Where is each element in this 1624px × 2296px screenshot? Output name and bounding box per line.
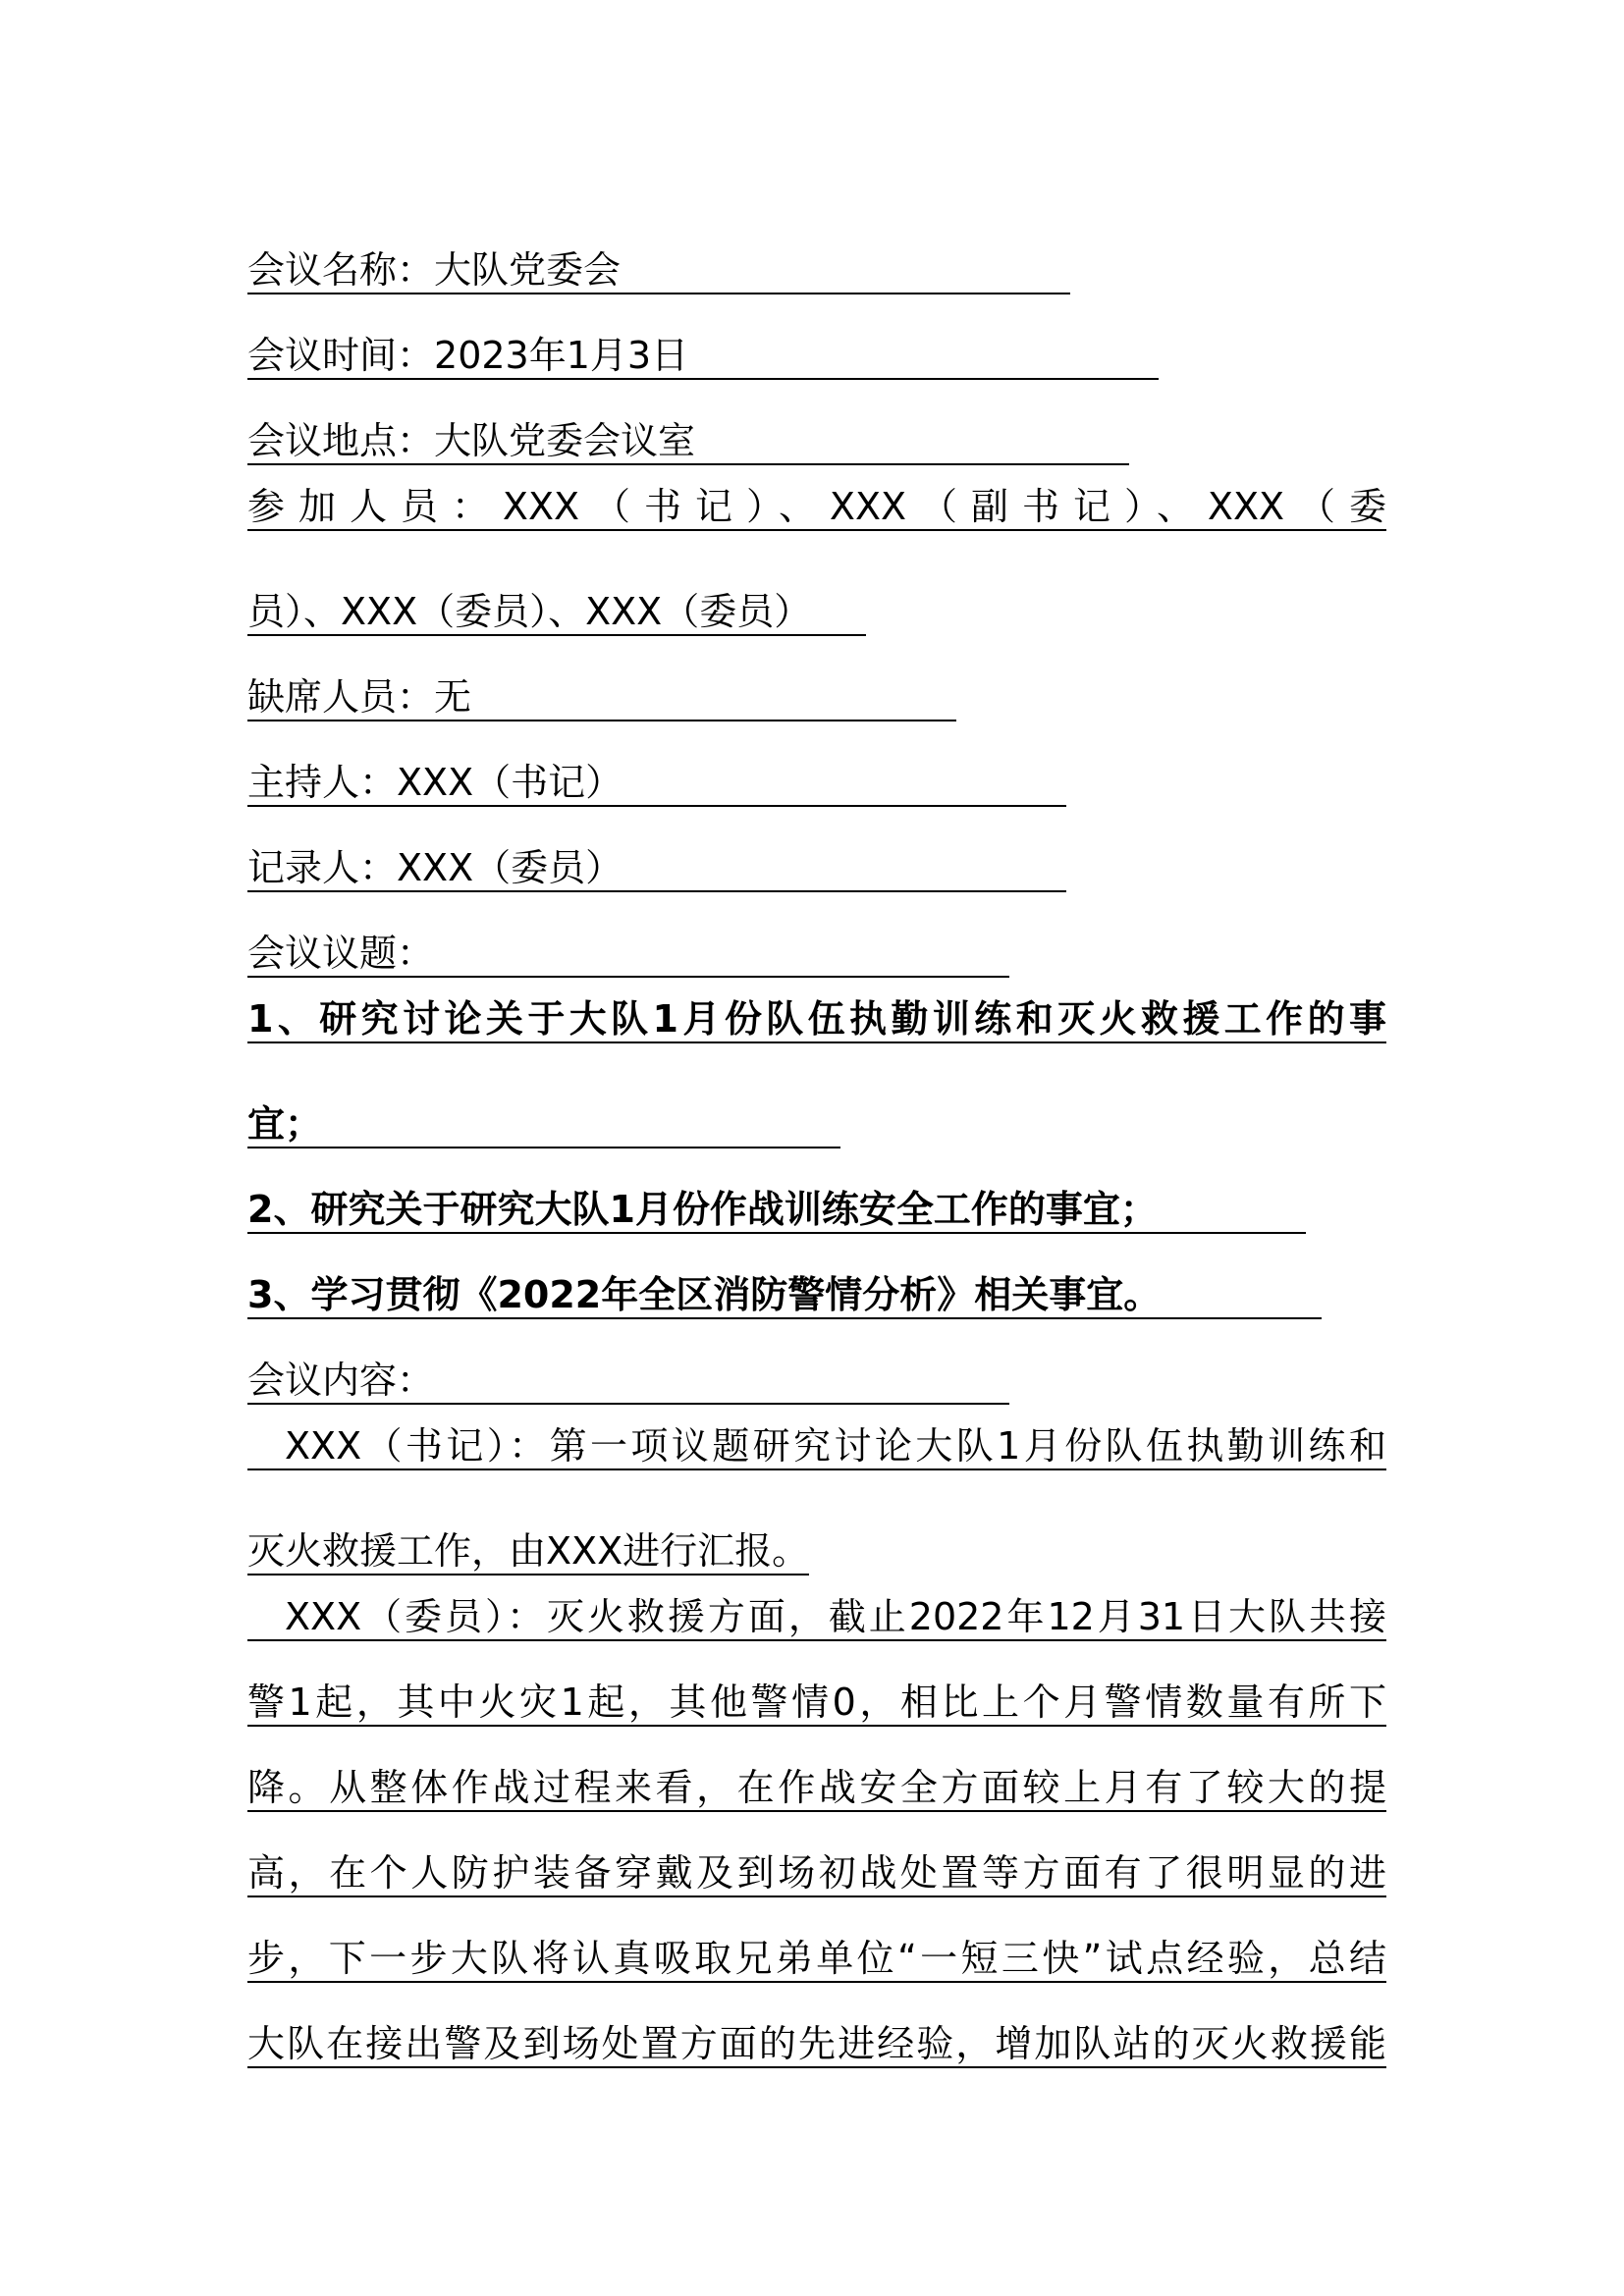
meeting-name-row: [247, 228, 1386, 313]
topic-1-line-2: 宜；: [247, 1101, 840, 1148]
host-field: [247, 760, 1066, 807]
content-p2-line-6: 大队在接出警及到场处置方面的先进经验，增加队站的灭火救援能: [247, 2021, 1386, 2068]
meeting-time-field: [247, 333, 1159, 380]
topic-3-line: 3、学习贯彻《2022年全区消防警情分析》相关事宜。: [247, 1272, 1322, 1319]
host-value: XXX（书记）: [397, 761, 623, 804]
meeting-place-row: [247, 399, 1386, 484]
content-p2-row-6: [247, 2021, 1386, 2107]
meeting-minutes: [247, 228, 1386, 2107]
recorder-value: XXX（委员）: [397, 846, 623, 889]
content-label: 会议内容：: [247, 1358, 1009, 1405]
meeting-time-label: 会议时间：: [247, 334, 435, 377]
content-p1-line-1: XXX（书记）：第一项议题研究讨论大队1月份队伍执勤训练和: [247, 1423, 1386, 1470]
recorder-field: [247, 845, 1066, 892]
topic-2-line: 2、研究关于研究大队1月份作战训练安全工作的事宜；: [247, 1187, 1306, 1234]
meeting-place-label: 会议地点：: [247, 419, 435, 462]
topic-1-line-1: 1、研究讨论关于大队1月份队伍执勤训练和灭火救援工作的事: [247, 996, 1386, 1043]
meeting-time-value: 2023年1月3日: [434, 334, 689, 377]
topic-2-row: [247, 1167, 1386, 1253]
meeting-time-row: [247, 313, 1386, 399]
topics-label: 会议议题：: [247, 931, 1009, 978]
content-p2-row-2: [247, 1680, 1386, 1765]
content-p2-line-1: XXX（委员）：灭火救援方面，截止2022年12月31日大队共接: [247, 1594, 1386, 1641]
content-p2-row-3: [247, 1765, 1386, 1850]
host-row: [247, 740, 1386, 826]
content-p2-line-4: 高，在个人防护装备穿戴及到场初战处置等方面有了很明显的进: [247, 1850, 1386, 1897]
absent-value: 无: [434, 675, 472, 719]
topics-label-row: [247, 911, 1386, 996]
attendees-row-2: [247, 569, 1386, 655]
recorder-row: [247, 826, 1386, 911]
absent-field: [247, 674, 956, 721]
content-p2-line-5: 步，下一步大队将认真吸取兄弟单位“一短三快”试点经验，总结: [247, 1936, 1386, 1983]
meeting-name-field: [247, 247, 1070, 294]
content-p2-line-2: 警1起，其中火灾1起，其他警情0，相比上个月警情数量有所下: [247, 1680, 1386, 1727]
content-p1-row-1: [247, 1423, 1386, 1509]
meeting-place-value: 大队党委会议室: [434, 419, 696, 462]
content-p1-row-2: [247, 1509, 1386, 1594]
absent-label: 缺席人员：: [247, 675, 435, 719]
attendees-row-1: [247, 484, 1386, 569]
topic-1-row-1: [247, 996, 1386, 1082]
content-p1-line-2: 灭火救援工作，由XXX进行汇报。: [247, 1528, 809, 1575]
meeting-place-field: [247, 418, 1129, 465]
host-label: 主持人：: [247, 761, 398, 804]
recorder-label: 记录人：: [247, 846, 398, 889]
topic-3-row: [247, 1253, 1386, 1338]
content-p2-row-5: [247, 1936, 1386, 2021]
attendees-line-2: 员）、XXX（委员）、XXX（委员）: [247, 589, 866, 636]
content-p2-line-3: 降。从整体作战过程来看，在作战安全方面较上月有了较大的提: [247, 1765, 1386, 1812]
meeting-name-value: 大队党委会: [434, 248, 622, 292]
content-p2-row-4: [247, 1850, 1386, 1936]
absent-row: [247, 655, 1386, 740]
attendees-line-1: 参加人员：XXX（书记）、XXX（副书记）、XXX（委: [247, 484, 1386, 531]
content-p2-row-1: [247, 1594, 1386, 1680]
content-label-row: [247, 1338, 1386, 1423]
meeting-name-label: 会议名称：: [247, 248, 435, 292]
topic-1-row-2: [247, 1082, 1386, 1167]
